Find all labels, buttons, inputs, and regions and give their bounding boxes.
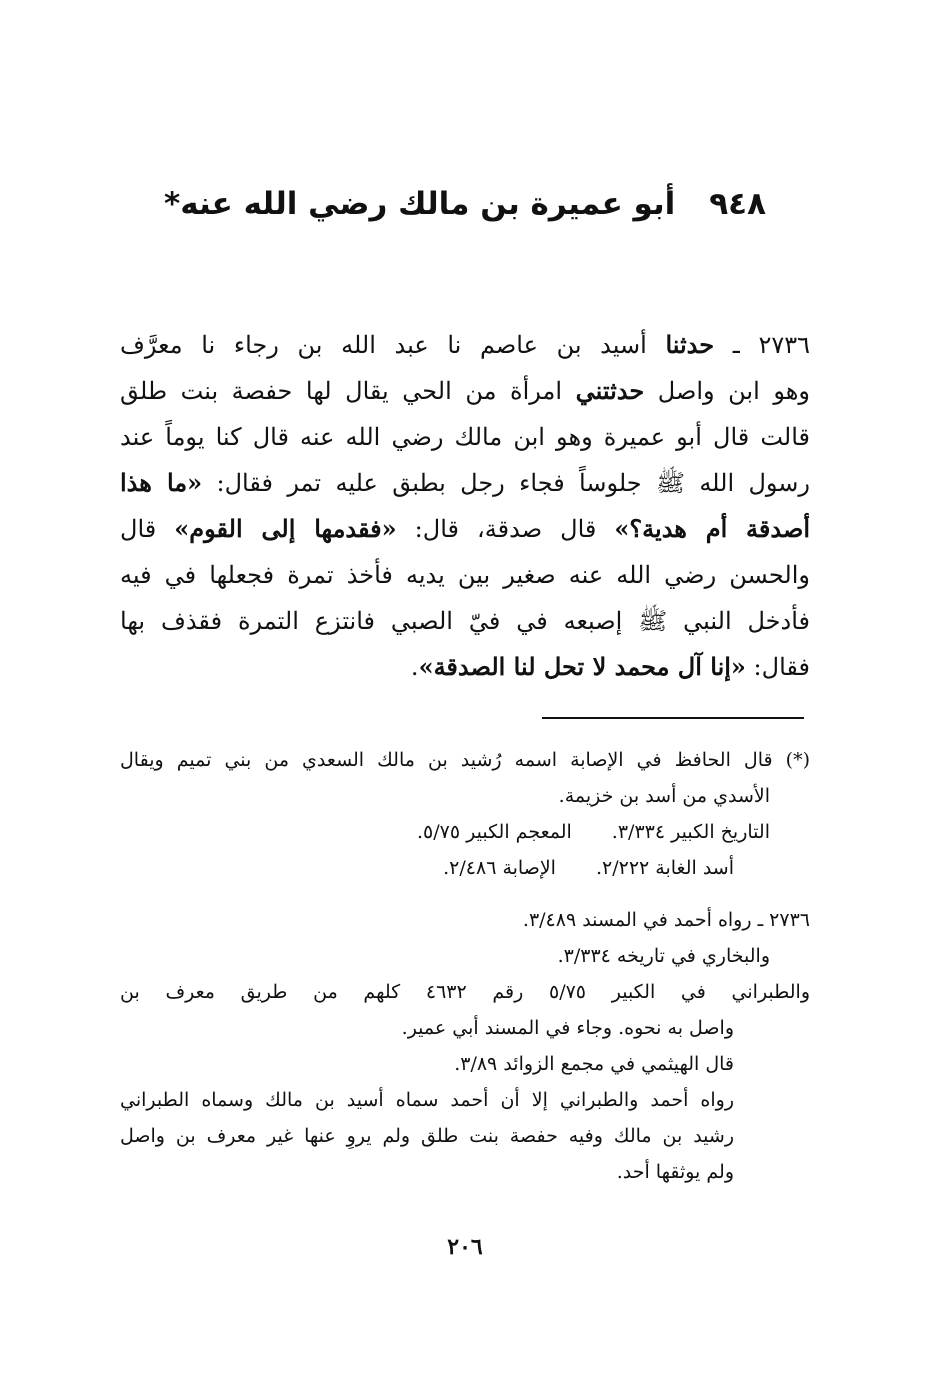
- footnote-line: الأسدي من أسد بن خزيمة.: [558, 785, 770, 807]
- footnote-line: قال الهيثمي في مجمع الزوائد ٣/٨٩.: [454, 1053, 734, 1075]
- footnote-line: والطبراني في الكبير ٥/٧٥ رقم ٤٦٣٢ كلهم من طريق معرف بن: [120, 981, 810, 1003]
- footnote-line: والبخاري في تاريخه ٣/٣٣٤.: [557, 945, 770, 967]
- footnote-separator: [542, 717, 804, 719]
- hadith-line: قالت قال أبو عميرة وهو ابن مالك رضي الله عنه قال كنا يوماً عند: [120, 423, 810, 451]
- hadith-line: رسول الله ﷺ جلوساً فجاء رجل بطبق عليه تمر فقال: «ما هذا: [120, 468, 810, 497]
- footnote-line: (*) قال الحافظ في الإصابة اسمه رُشيد بن مالك السعدي من بني تميم ويقال: [120, 749, 810, 771]
- entry-title: أبو عميرة بن مالك رضي الله عنه*: [163, 186, 676, 222]
- reference: المعجم الكبير ٥/٧٥.: [417, 821, 572, 843]
- biography-footnote: [120, 742, 810, 886]
- hadith-line: والحسن رضي الله عنه صغير بين يديه فأخذ تمرة فجعلها في فيه: [120, 561, 810, 589]
- footnote-line: ولم يوثقها أحد.: [616, 1161, 734, 1183]
- page-number: ٢٠٦: [447, 1234, 483, 1260]
- footnote-line: رواه أحمد والطبراني إلا أن أحمد سماه أسيد بن مالك وسماه الطبراني: [120, 1089, 734, 1111]
- reference-pair: [120, 814, 810, 850]
- hadith-line: فقال: «إنا آل محمد لا تحل لنا الصدقة».: [410, 652, 810, 681]
- reference: أسد الغابة ٢/٢٢٢.: [595, 857, 734, 879]
- footnotes: [120, 742, 810, 1190]
- footnote-line: ٢٧٣٦ ـ رواه أحمد في المسند ٣/٤٨٩.: [522, 909, 810, 931]
- footnote-line: واصل به نحوه. وجاء في المسند أبي عمير.: [401, 1017, 734, 1039]
- hadith-line: ٢٧٣٦ ـ حدثنا أسيد بن عاصم نا عبد الله بن رجاء نا معرَّف: [120, 330, 810, 359]
- reference: الإصابة ٢/٤٨٦.: [443, 857, 556, 879]
- footnote-line: رشيد بن مالك وفيه حفصة بنت طلق ولم يروِ عنها غير معرف بن واصل: [120, 1125, 734, 1147]
- reference-pair: [120, 850, 810, 886]
- hadith-line: أصدقة أم هدية؟» قال صدقة، قال: «فقدمها إلى القوم» قال: [120, 514, 810, 543]
- entry-heading: [163, 176, 767, 232]
- hadith-text: [120, 322, 810, 690]
- hadith-line: فأدخل النبي ﷺ إصبعه في فيّ الصبي فانتزع التمرة فقذف بها: [120, 607, 810, 635]
- takhrij-footnote: [120, 902, 810, 1190]
- reference: التاريخ الكبير ٣/٣٣٤.: [611, 821, 770, 843]
- entry-number: ٩٤٨: [709, 186, 767, 222]
- hadith-line: وهو ابن واصل حدثتني امرأة من الحي يقال لها حفصة بنت طلق: [120, 376, 810, 405]
